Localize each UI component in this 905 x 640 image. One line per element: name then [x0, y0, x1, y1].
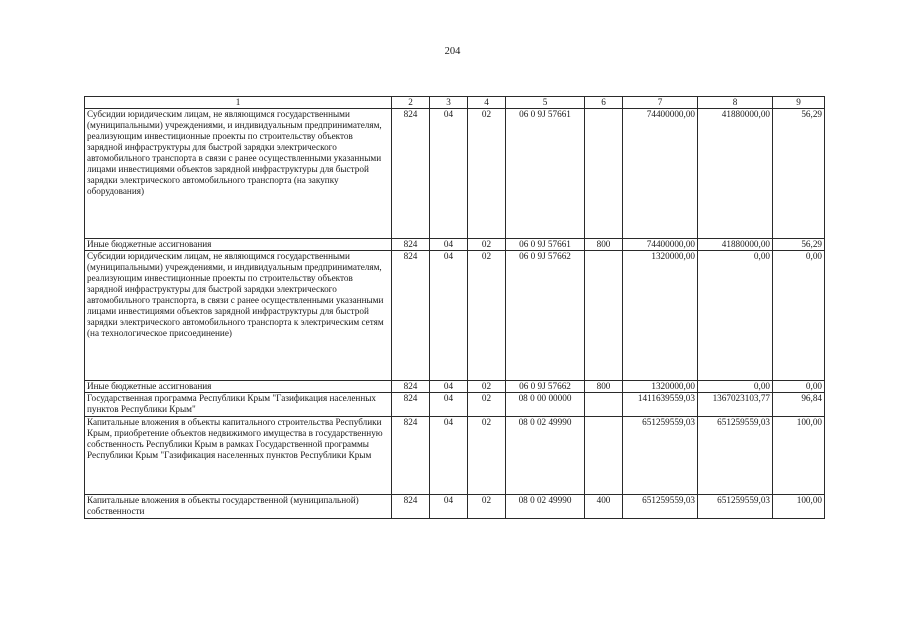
- row-exec: 651259559,03: [698, 417, 773, 495]
- row-plan: 74400000,00: [623, 239, 698, 251]
- row-target-article: 08 0 02 49990: [506, 417, 585, 495]
- row-exec: 1367023103,77: [698, 393, 773, 417]
- row-subsection: 02: [468, 251, 506, 381]
- row-plan: 1320000,00: [623, 381, 698, 393]
- header-cell: 1: [85, 97, 392, 109]
- header-cell: 8: [698, 97, 773, 109]
- row-target-article: 08 0 02 49990: [506, 495, 585, 519]
- row-subsection: 02: [468, 495, 506, 519]
- row-percent: 56,29: [773, 239, 825, 251]
- page-number: 204: [444, 46, 461, 57]
- header-cell: 6: [585, 97, 623, 109]
- row-description: Иные бюджетные ассигнования: [85, 239, 392, 251]
- row-percent: 96,84: [773, 393, 825, 417]
- row-subsection: 02: [468, 381, 506, 393]
- row-exec: 0,00: [698, 251, 773, 381]
- row-grbs: 824: [392, 495, 430, 519]
- row-section: 04: [430, 109, 468, 239]
- row-section: 04: [430, 393, 468, 417]
- row-plan: 651259559,03: [623, 495, 698, 519]
- row-percent: 56,29: [773, 109, 825, 239]
- row-section: 04: [430, 381, 468, 393]
- row-grbs: 824: [392, 109, 430, 239]
- row-percent: 0,00: [773, 381, 825, 393]
- header-row: [85, 97, 825, 109]
- row-subsection: 02: [468, 109, 506, 239]
- row-description: Субсидии юридическим лицам, не являющимся государственными (муниципальными) учреждениями, и индивидуальным предпринимателям, реализующим инвестиционные проекты по строительству объектов зарядной инфраструктуры для быстрой зарядки электрического автомобильного транспорта в связи с ранее осуществленными указанными лицами инвестициями объектов зарядной инфраструктуры для быстрой зарядки электрического автомобильного транспорта (на закупку оборудования): [85, 109, 392, 239]
- row-percent: 0,00: [773, 251, 825, 381]
- row-exec: 41880000,00: [698, 109, 773, 239]
- table-row: [85, 381, 825, 393]
- row-grbs: 824: [392, 417, 430, 495]
- row-description: Государственная программа Республики Крым "Газификация населенных пунктов Республики Крым": [85, 393, 392, 417]
- row-expense-type: 800: [585, 381, 623, 393]
- row-plan: 1411639559,03: [623, 393, 698, 417]
- header-cell: 4: [468, 97, 506, 109]
- row-expense-type: [585, 109, 623, 239]
- row-expense-type: 800: [585, 239, 623, 251]
- row-percent: 100,00: [773, 495, 825, 519]
- row-description: Капитальные вложения в объекты капитального строительства Республики Крым, приобретение объектов недвижимого имущества в государственную собственность Республики Крым в рамках Государственной программы Республики Крым "Газификация населенных пунктов Республики Крым: [85, 417, 392, 495]
- budget-table: [84, 96, 825, 519]
- header-cell: 3: [430, 97, 468, 109]
- table-row: [85, 495, 825, 519]
- row-expense-type: 400: [585, 495, 623, 519]
- row-target-article: 06 0 9J 57662: [506, 251, 585, 381]
- row-section: 04: [430, 251, 468, 381]
- row-expense-type: [585, 393, 623, 417]
- table-row: [85, 251, 825, 381]
- row-subsection: 02: [468, 239, 506, 251]
- header-cell: 2: [392, 97, 430, 109]
- table-row: [85, 417, 825, 495]
- row-description: Капитальные вложения в объекты государственной (муниципальной) собственности: [85, 495, 392, 519]
- row-grbs: 824: [392, 393, 430, 417]
- row-target-article: 06 0 9J 57661: [506, 109, 585, 239]
- table-row: [85, 109, 825, 239]
- header-cell: 5: [506, 97, 585, 109]
- row-grbs: 824: [392, 381, 430, 393]
- row-expense-type: [585, 251, 623, 381]
- header-cell: 7: [623, 97, 698, 109]
- row-plan: 1320000,00: [623, 251, 698, 381]
- table-row: [85, 239, 825, 251]
- row-section: 04: [430, 417, 468, 495]
- row-subsection: 02: [468, 417, 506, 495]
- row-percent: 100,00: [773, 417, 825, 495]
- row-exec: 41880000,00: [698, 239, 773, 251]
- row-grbs: 824: [392, 251, 430, 381]
- row-target-article: 08 0 00 00000: [506, 393, 585, 417]
- row-subsection: 02: [468, 393, 506, 417]
- row-exec: 0,00: [698, 381, 773, 393]
- row-exec: 651259559,03: [698, 495, 773, 519]
- row-plan: 74400000,00: [623, 109, 698, 239]
- header-cell: 9: [773, 97, 825, 109]
- row-section: 04: [430, 495, 468, 519]
- row-plan: 651259559,03: [623, 417, 698, 495]
- row-grbs: 824: [392, 239, 430, 251]
- row-description: Иные бюджетные ассигнования: [85, 381, 392, 393]
- table-row: [85, 393, 825, 417]
- row-section: 04: [430, 239, 468, 251]
- row-target-article: 06 0 9J 57661: [506, 239, 585, 251]
- row-target-article: 06 0 9J 57662: [506, 381, 585, 393]
- row-description: Субсидии юридическим лицам, не являющимся государственными (муниципальными) учреждениями, и индивидуальным предпринимателям, реализующим инвестиционные проекты по строительству объектов зарядной инфраструктуры для быстрой зарядки электрического автомобильного транспорта, в связи с ранее осуществленными указанными лицами инвестициями объектов зарядной инфраструктуры для быстрой зарядки электрического автомобильного транспорта к электрическим сетям (на технологическое присоединение): [85, 251, 392, 381]
- row-expense-type: [585, 417, 623, 495]
